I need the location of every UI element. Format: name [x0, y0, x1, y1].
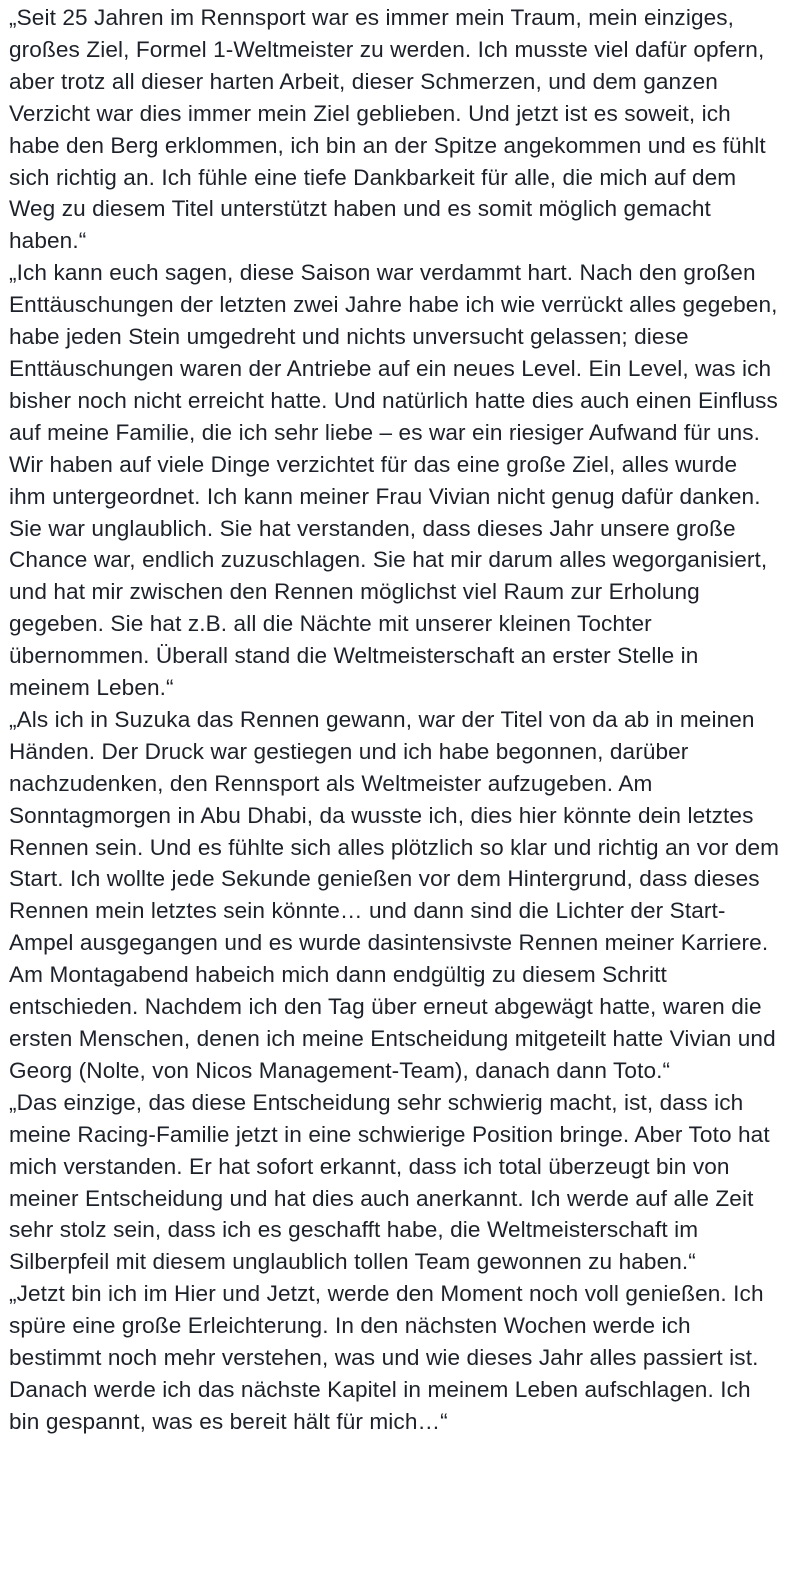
quote-paragraph-2: „Ich kann euch sagen, diese Saison war verdammt hart. Nach den großen Enttäuschungen der letzten zwei Jahre habe ich wie verrückt alles gegeben, habe jeden Stein umgedreht und nichts unversucht gelassen; diese Enttäuschungen waren der Antriebe auf ein neues Level. Ein Level, was ich bisher noch nicht erreicht hatte. Und natürlich hatte dies auch einen Einfluss auf meine Familie, die ich sehr liebe – es war ein riesiger Aufwand für uns. Wir haben auf viele Dinge verzichtet für das eine große Ziel, alles wurde ihm untergeordnet. Ich kann meiner Frau Vivian nicht genug dafür danken. Sie war unglaublich. Sie hat verstanden, dass dieses Jahr unsere große Chance war, endlich zuzuschlagen. Sie hat mir darum alles wegorganisiert, und hat mir zwischen den Rennen möglichst viel Raum zur Erholung gegeben. Sie hat z.B. all die Nächte mit unserer kleinen Tochter übernommen. Überall stand die Weltmeisterschaft an erster Stelle in meinem Leben.“	[9, 260, 778, 701]
quote-paragraph-3: „Als ich in Suzuka das Rennen gewann, war der Titel von da ab in meinen Händen. Der Druck war gestiegen und ich habe begonnen, darüber nachzudenken, den Rennsport als Weltmeister aufzugeben. Am Sonntagmorgen in Abu Dhabi, da wusste ich, dies hier könnte dein letztes Rennen sein. Und es fühlte sich alles plötzlich so klar und richtig an vor dem Start. Ich wollte jede Sekunde genießen vor dem Hintergrund, dass dieses Rennen mein letztes sein könnte… und dann sind die Lichter der Start-Ampel ausgegangen und es wurde dasintensivste Rennen meiner Karriere. Am Montagabend habeich mich dann endgültig zu diesem Schritt entschieden. Nachdem ich den Tag über erneut abgewägt hatte, waren die ersten Menschen, denen ich meine Entscheidung mitgeteilt hatte Vivian und Georg (Nolte, von Nicos Management-Team), danach dann Toto.“	[9, 706, 780, 1083]
quote-paragraph-4: „Das einzige, das diese Entscheidung sehr schwierig macht, ist, dass ich meine Racing-Familie jetzt in eine schwierige Position bringe. Aber Toto hat mich verstanden. Er hat sofort erkannt, dass ich total überzeugt bin von meiner Entscheidung und hat dies auch anerkannt. Ich werde auf alle Zeit sehr stolz sein, dass ich es geschafft habe, die Weltmeisterschaft im Silberpfeil mit diesem unglaublich tollen Team gewonnen zu haben.“	[9, 1089, 770, 1275]
quote-paragraph-5: „Jetzt bin ich im Hier und Jetzt, werde den Moment noch voll genießen. Ich spüre eine große Erleichterung. In den nächsten Wochen werde ich bestimmt noch mehr verstehen, was und wie dieses Jahr alles passiert ist. Danach werde ich das nächste Kapitel in meinem Leben aufschlagen. Ich bin gespannt, was es bereit hält für mich…“	[9, 1281, 764, 1434]
quote-paragraph-1: „Seit 25 Jahren im Rennsport war es immer mein Traum, mein einziges, großes Ziel, Formel 1-Weltmeister zu werden. Ich musste viel dafür opfern, aber trotz all dieser harten Arbeit, dieser Schmerzen, und dem ganzen Verzicht war dies immer mein Ziel geblieben. Und jetzt ist es soweit, ich habe den Berg erklommen, ich bin an der Spitze angekommen und es fühlt sich richtig an. Ich fühle eine tiefe Dankbarkeit für alle, die mich auf dem Weg zu diesem Titel unterstützt haben und es somit möglich gemacht haben.“	[9, 5, 766, 254]
